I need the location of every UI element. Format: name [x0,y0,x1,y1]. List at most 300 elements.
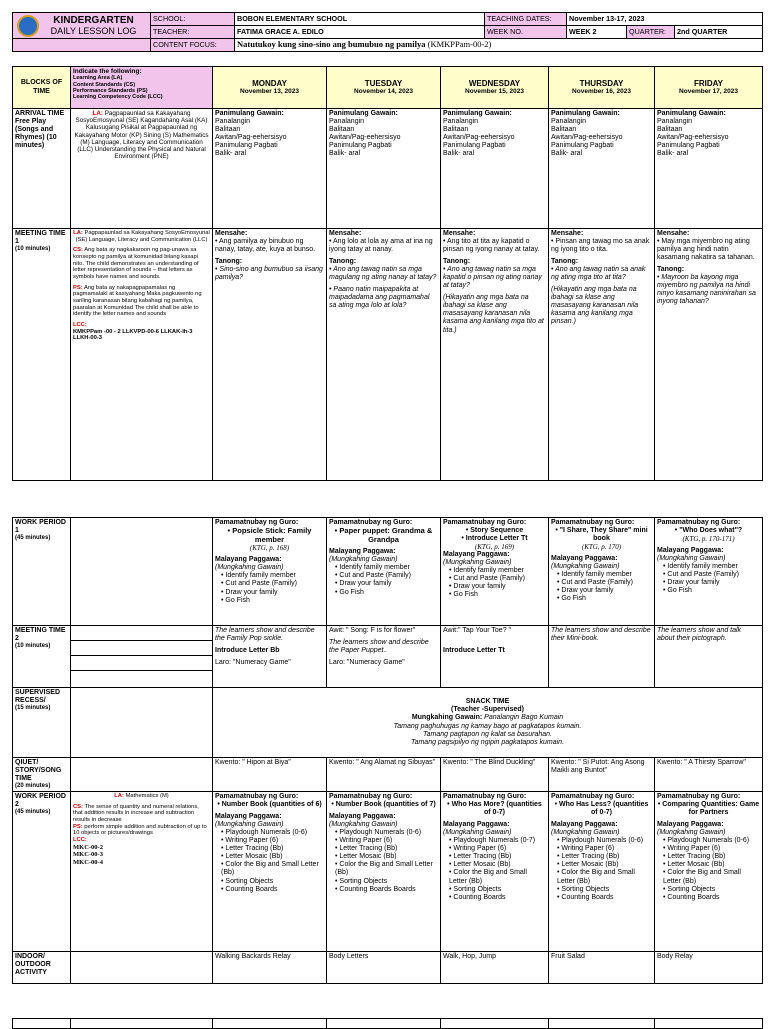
mungkahing-label: (Mungkahing Gawain) [329,821,398,829]
dates-value: November 13-17, 2023 [567,13,763,26]
thursday-activity: "I Share, They Share" mini book [559,527,648,543]
cs-key: CS: [73,803,83,810]
malayang-label: Malayang Paggawa: [443,821,510,829]
day-header-thursday [549,67,655,109]
arrival-items [551,118,652,158]
list-item: • Writing Paper (6) [557,845,615,853]
guide-label: Pamamatnubay ng Guro: [329,793,413,801]
list-item: • Writing Paper (6) [449,845,507,853]
arrival-title: Panimulang Gawain: [443,110,512,117]
work2-items [657,837,760,901]
monday-activity: Number Book (quantities of 6) [221,801,322,809]
friday-message: • May mga miyembro ng ating pamilya ang hindi natin kasamang nakatira sa tahanan. [657,238,760,262]
friday-ref: (KTG, p. 170-171) [682,535,735,544]
list-item: • Draw your family [335,580,392,588]
arrival-label: ARRIVAL TIME Free Play (Songs and Rhymes) (10 minutes) [13,109,71,229]
malayang-label: Malayang Paggawa: [657,821,724,829]
quiet-thursday: Kwento: " Si Putot: Ang Asong Maikli ang Buntot" [549,758,655,792]
work1-thursday: Pamamatnubay ng Guro: • "I Share, They Share" mini book (KTG, p. 170) Malayang Paggawa: (Mungkahing Gawain) • Identify family member • Cut and Paste (Family) • Draw your family • Go Fish [549,518,655,626]
list-item: • Letter Mosaic (Bb) [449,861,511,869]
teacher-label: TEACHER: [151,26,235,39]
work2-items [443,837,546,901]
list-item: Awitan/Pag-eehersisyo [329,134,401,142]
wednesday-song: Awit:" Tap Your Toe? " [443,627,512,634]
list-item: Panimulang Pagbati [215,142,278,150]
tuesday-message: • Ang lolo at lola ay ama at ina ng iyong tatay at nanay. [329,238,438,254]
day-header-friday [655,67,763,109]
guide-label: Pamamatnubay ng Guro: [329,519,413,526]
mungkahing-label: (Mungkahing Gawain) [329,556,398,564]
tuesday-question-1: • Ano ang tawag natin sa mga magulang ng ating nanay at tatay? [329,266,438,282]
meeting2-monday [213,626,327,688]
indicate-ps: Performance Standards (PS) [73,88,148,95]
arrival-title: Panimulang Gawain: [215,110,284,117]
arrival-thursday [549,109,655,229]
mungkahing-label: (Mungkahing Gawain) [551,829,620,837]
monday-letter: Introduce Letter Bb [215,647,280,655]
list-item: • Go Fish [663,587,692,595]
malayang-label: Malayang Paggawa: [551,821,618,829]
work1-standards [71,518,213,626]
tanong-label: Tanong: [551,258,579,266]
tuesday-activity: Paper puppet: Grandma & Grandpa [339,526,433,544]
list-item: • Go Fish [335,588,364,596]
focus-label: CONTENT FOCUS: [151,39,235,52]
meeting1-wednesday [441,229,549,481]
malayang-label: Malayang Paggawa: [329,548,396,556]
list-item: • Writing Paper (6) [335,837,393,845]
guide-label: Pamamatnubay ng Guro: [657,519,741,526]
mungkahing-label: Mungkahing Gawain: [411,714,483,722]
list-item: • Letter Tracing (Bb) [335,845,398,853]
malayang-label: Malayang Paggawa: [215,813,282,821]
recess-content [213,688,763,758]
day-date: November 13, 2023 [240,88,299,96]
day-date: November 15, 2023 [465,88,524,96]
arrival-items [443,118,546,158]
list-item: • Writing Paper (6) [663,845,721,853]
school-value: BOBON ELEMENTARY SCHOOL [235,13,485,26]
meeting1-cs-text: Ang bata ay nagkakaroon ng pag-unawa sa konsepto ng pamilya at komunidad bilang kasapi nito. The child demonstrates an understanding of letter representation of sounds – that letters as symbols have names and sounds. [73,247,199,280]
work2-friday: Pamamatnubay ng Guro: • Comparing Quantities: Game for Partners Malayang Paggawa: (Mungkahing Gawain) • Playdough Numerals (0-6) • Writing Paper (6) • Letter Tracing (Bb) • Letter Mosaic (Bb) • Color the Big and Small Letter (Bb) • Sorting Objects • Counting Boards [655,792,763,952]
lesson-table-2 [12,517,763,984]
list-item: Balitaan [551,126,577,134]
list-item: • Cut and Paste (Family) [449,575,525,583]
list-item: • Letter Tracing (Bb) [221,845,284,853]
list-item: Awitan/Pag-eehersisyo [551,134,623,142]
list-item: Panimulang Pagbati [329,142,392,150]
dll-title: DAILY LESSON LOG [50,26,137,36]
wednesday-activity-2: Introduce Letter Tt [465,535,528,543]
recess-standards [71,688,213,758]
meeting1-standards [71,229,213,481]
list-item: • Letter Mosaic (Bb) [663,861,725,869]
work2-tuesday: Pamamatnubay ng Guro: • Number Book (quantities of 7) Malayang Paggawa: (Mungkahing Gawain) • Playdough Numerals (0-6) • Writing Paper (6) • Letter Tracing (Bb) • Letter Mosaic (Bb) • Color the Big and Small Letter (Bb) • Sorting Objects • Counting Boards Boards [327,792,441,952]
list-item: Balik- aral [329,150,361,158]
list-item: • Color the Big and Small Letter (Bb) [449,869,527,885]
wednesday-question: • Ano ang tawag natin sa mga kapatid o pinsan ng ating nanay at tatay? [443,266,546,290]
indicate-la: Learning Area (LA) [73,75,123,82]
day-header-wednesday [441,67,549,109]
tanong-label: Tanong: [329,258,357,266]
list-item: • Playdough Numerals (0-6) [221,829,308,837]
list-item: • Sorting Objects [335,877,388,885]
malayang-label: Malayang Paggawa: [215,556,282,564]
meeting1-friday [655,229,763,481]
week-label: WEEK NO. [485,26,567,39]
wednesday-activity-1: Story Sequence [470,527,524,535]
work1-items [215,572,324,604]
tanong-label: Tanong: [443,258,471,266]
list-item: • Color the Big and Small Letter (Bb) [335,861,433,877]
mensahe-label: Mensahe: [443,230,476,237]
thursday-question: • Ano ang tawag natin sa anak ng ating mga tito at tita? [551,266,652,282]
outdoor-monday: Walking Backards Relay [213,952,327,984]
arrival-items [657,118,760,158]
list-item: • Draw your family [663,579,720,587]
list-item: • Letter Mosaic (Bb) [335,853,397,861]
tuesday-game: Laro: "Numeracy Game" [329,659,405,667]
meeting1-title: MEETING TIME 1 [15,230,66,246]
wednesday-ref: (KTG, p. 169) [474,543,515,552]
recess-minutes: (15 minutes) [15,705,51,712]
mungkahing-label: (Mungkahing Gawain) [443,829,512,837]
mungkahing-label: (Mungkahing Gawain) [551,563,620,571]
list-item: • Letter Tracing (Bb) [663,853,726,861]
meeting2-label [13,626,71,688]
lcc-code-2: MKC-00-3 [73,851,103,859]
arrival-tuesday [327,109,441,229]
wednesday-letter: Introduce Letter Tt [443,647,505,655]
list-item: • Color the Big and Small Letter (Bb) [557,869,635,885]
recess-line-4: Tamang paghuhugas ng kamay bago at pagkatapos kumain. [393,722,582,730]
outdoor-wednesday: Walk, Hop, Jump [441,952,549,984]
outdoor-thursday: Fruit Salad [549,952,655,984]
la-key: LA: [92,110,103,117]
meeting2-wednesday [441,626,549,688]
work2-cs-text: The sense of quantity and numeral relations, that addition results in increase and subtraction results in decrease [73,803,199,823]
meeting2-title: MEETING TIME 2 [15,627,66,643]
malayang-label: Malayang Paggawa: [551,555,618,563]
monday-show: The learners show and describe the Family Pop sickle. [215,627,315,643]
school-label: SCHOOL: [151,13,235,26]
work1-title: WORK PERIOD 1 [15,519,66,535]
quarter-value: 2nd QUARTER [675,26,763,39]
mensahe-label: Mensahe: [551,230,584,237]
work1-minutes: (45 minutes) [15,535,51,542]
list-item: • Draw your family [557,587,614,595]
focus-code: (KMKPPam-00-2) [425,39,492,50]
list-item: Panimulang Pagbati [551,142,614,150]
quarter-label: QUARTER: [627,26,675,39]
work2-label [13,792,71,952]
work2-title: WORK PERIOD 2 [15,793,66,809]
cs-key: CS: [73,247,83,254]
meeting1-monday [213,229,327,481]
list-item: • Counting Boards [221,885,278,893]
indicate-title: Indicate the following: [73,68,142,75]
list-item: Panimulang Pagbati [443,142,506,150]
arrival-friday [655,109,763,229]
header-spacer [13,39,151,52]
malayang-label: Malayang Paggawa: [329,813,396,821]
list-item: • Letter Tracing (Bb) [449,853,512,861]
list-item: • Identify family member [449,567,524,575]
quiet-standards [71,758,213,792]
quiet-monday: Kwento: " Hipon at Biya" [213,758,327,792]
list-item: Panalangin [551,118,587,126]
list-item: Panimulang Pagbati [657,142,720,150]
mungkahing-label: (Mungkahing Gawain) [443,559,512,567]
focus-value-cell [235,39,763,52]
meeting1-lcc-codes: KMKPPam -00 - 2 LLKVPD-00-6 LLKAK-Ih-3 LLKH-00-3 [73,328,193,342]
meeting1-label [13,229,71,481]
tanong-label: Tanong: [657,266,685,274]
list-item: • Playdough Numerals (0-7) [449,837,536,845]
list-item: Balitaan [443,126,469,134]
arrival-title: Panimulang Gawain: [551,110,620,117]
work1-items [329,564,438,596]
mungkahing-label: (Mungkahing Gawain) [657,829,726,837]
mungkahing-label: (Mungkahing Gawain) [215,564,284,572]
day-header-tuesday [327,67,441,109]
tuesday-show: The learners show and describe the Paper Puppet.. [329,639,429,655]
list-item: • Letter Tracing (Bb) [557,853,620,861]
work1-tuesday: Pamamatnubay ng Guro: • Paper puppet: Grandma & Grandpa Malayang Paggawa: (Mungkahing Gawain) • Identify family member • Cut and Paste (Family) • Draw your family • Go Fish [327,518,441,626]
day-header-monday [213,67,327,109]
kindergarten-title: KINDERGARTEN [53,14,134,26]
work2-minutes: (45 minutes) [15,809,51,816]
list-item: Balik- aral [215,150,247,158]
list-item: Panalangin [215,118,251,126]
arrival-wednesday [441,109,549,229]
meeting2-friday [655,626,763,688]
wednesday-note: (Hikayatin ang mga bata na ibahagi sa klase ang masasayang karanasan nila kasama ang kanilang mga tito at tita.) [443,294,544,334]
day-date: November 17, 2023 [679,88,738,96]
arrival-title: Panimulang Gawain: [329,110,398,117]
list-item: • Go Fish [449,591,478,599]
day-date: November 16, 2023 [572,88,631,96]
list-item: Balik- aral [657,150,689,158]
list-item: • Counting Boards [449,893,506,901]
mensahe-label: Mensahe: [329,230,362,237]
meeting2-standards [71,626,213,688]
list-item: Balitaan [215,126,241,134]
guide-label: Pamamatnubay ng Guro: [657,793,741,801]
outdoor-label: INDOOR/ OUTDOOR ACTIVITY [13,952,71,984]
list-item: • Playdough Numerals (0-6) [557,837,644,845]
outdoor-friday: Body Relay [655,952,763,984]
guide-label: Pamamatnubay ng Guro: [215,793,299,801]
panalangin: Panalangin Bago Kumain [482,714,564,722]
monday-message: • Ang pamilya ay binubuo ng nanay, tatay, ate, kuya at bunso. [215,238,324,254]
work1-monday: Pamamatnubay ng Guro: • Popsicle Stick: Family member (KTG, p. 168) Malayang Paggawa: (Mungkahing Gawain) • Identify family member • Cut and Paste (Family) • Draw your family • Go Fish [213,518,327,626]
list-item: • Color the Big and Small Letter (Bb) [221,861,319,877]
list-item: • Cut and Paste (Family) [557,579,633,587]
header-table [12,12,763,52]
mungkahing-label: (Mungkahing Gawain) [657,555,726,563]
monday-ref: (KTG, p. 168) [249,544,290,553]
lcc-key: LCC: [73,836,87,843]
list-item: • Identify family member [557,571,632,579]
list-item: • Cut and Paste (Family) [663,571,739,579]
lcc-key: LCC: [73,321,87,328]
thursday-show: The learners show and describe their Mini-book. [551,627,651,643]
work2-ps-text: perform simple addition and subtraction of up to 10 objects or pictures/drawings [73,823,207,837]
list-item: Balik- aral [443,150,475,158]
day-name: TUESDAY [364,79,403,89]
lcc-code-1: MKC-00-2 [73,843,103,851]
list-item: Panalangin [657,118,693,126]
list-item: Awitan/Pag-eehersisyo [657,134,729,142]
week-value: WEEK 2 [567,26,627,39]
quiet-title: QIUET/ STORY/SONG TIME [15,759,62,783]
work1-friday: Pamamatnubay ng Guro: • "Who Does what"? (KTG, p. 170-171) Malayang Paggawa: (Mungkahing Gawain) • Identify family member • Cut and Paste (Family) • Draw your family • Go Fish [655,518,763,626]
list-item: • Go Fish [221,596,250,604]
list-item: Panalangin [443,118,479,126]
deped-seal-icon [17,15,39,37]
wednesday-activity: Who Has More? (quantities of 0-7) [451,801,542,817]
work2-la-text: Mathematics (M) [125,793,169,800]
thursday-activity: Who Has Less? (quantities of 0-7) [558,801,649,817]
tuesday-activity: Number Book (quantities of 7) [335,801,436,809]
recess-line-5: Tamang pagtapon ng kalat sa basurahan. [423,730,552,738]
arrival-items [329,118,438,158]
day-name: FRIDAY [693,79,724,89]
work1-items [551,571,652,603]
quiet-label [13,758,71,792]
meeting2-tuesday [327,626,441,688]
mungkahing-label: (Mungkahing Gawain) [215,821,284,829]
day-name: WEDNESDAY [468,79,521,89]
work2-thursday: Pamamatnubay ng Guro: • Who Has Less? (quantities of 0-7) Malayang Paggawa: (Mungkahing Gawain) • Playdough Numerals (0-6) • Writing Paper (6) • Letter Tracing (Bb) • Letter Mosaic (Bb) • Color the Big and Small Letter (Bb) • Sorting Objects • Counting Boards [549,792,655,952]
work2-items [215,829,324,893]
monday-game: Laro: "Numeracy Game" [215,659,291,667]
list-item: • Sorting Objects [557,885,610,893]
meeting1-tuesday [327,229,441,481]
mensahe-label: Mensahe: [215,230,248,237]
teacher-value: FATIMA GRACE A. EDILO [235,26,485,39]
meeting2-minutes: (10 minutes) [15,643,51,650]
meeting1-la-text: Pagpapaunlad sa Kakayahang SosyoEmosyunal (SE) Language, Literacy and Communication (LLC) [75,230,210,243]
list-item: • Counting Boards [557,893,614,901]
lesson-table-1 [12,66,763,481]
snack-time: SNACK TIME [465,698,510,706]
work2-items [551,837,652,901]
quiet-friday: Kwento: " A Thirsty Sparrow" [655,758,763,792]
list-item: • Go Fish [557,595,586,603]
arrival-title: Panimulang Gawain: [657,110,726,117]
lcc-code-3: MKC-00-4 [73,858,103,866]
list-item: • Playdough Numerals (0-6) [663,837,750,845]
list-item: • Sorting Objects [221,877,274,885]
friday-activity: "Who Does what"? [679,527,743,535]
meeting1-minutes: (10 minutes) [15,246,51,253]
list-item: Awitan/Pag-eehersisyo [215,134,287,142]
tuesday-song: Awit: " Song: F is for flower" [329,627,416,634]
work1-items [657,563,760,595]
arrival-monday [213,109,327,229]
guide-label: Pamamatnubay ng Guro: [443,793,527,801]
arrival-items [215,118,324,158]
teacher-supervised: (Teacher -Supervised) [450,706,524,714]
list-item: • Identify family member [663,563,738,571]
list-item: Panalangin [329,118,365,126]
tanong-label: Tanong: [215,258,243,266]
list-item: Balik- aral [551,150,583,158]
indicate-cs: Content Standards (CS) [73,81,136,88]
recess-label [13,688,71,758]
list-item: Balitaan [329,126,355,134]
work2-wednesday: Pamamatnubay ng Guro: • Who Has More? (quantities of 0-7) Malayang Paggawa: (Mungkahing Gawain) • Playdough Numerals (0-7) • Writing Paper (6) • Letter Tracing (Bb) • Letter Mosaic (Bb) • Color the Big and Small Letter (Bb) • Sorting Objects • Counting Boards [441,792,549,952]
ps-key: PS: [73,823,83,830]
list-item: • Cut and Paste (Family) [335,572,411,580]
friday-question: • Mayroon ba kayong mga miyembro ng pamilya na hindi ninyo kasamang naninirahan sa inyong tahanan? [657,274,760,306]
day-name: MONDAY [252,79,287,89]
list-item: • Draw your family [221,588,278,596]
list-item: • Counting Boards Boards [335,885,416,893]
guide-label: Pamamatnubay ng Guro: [551,793,635,801]
quiet-wednesday: Kwento: " The Blind Duckling" [441,758,549,792]
list-item: • Cut and Paste (Family) [221,580,297,588]
header-title-cell [13,13,151,39]
list-item: • Sorting Objects [449,885,502,893]
list-item: • Identify family member [335,564,410,572]
work1-label [13,518,71,626]
focus-value: Natutukoy kung sino-sino ang bumubuo ng pamilya [237,39,426,50]
list-item: • Letter Mosaic (Bb) [221,853,283,861]
list-item: • Counting Boards [663,893,720,901]
outdoor-tuesday: Body Letters [327,952,441,984]
list-item: • Identify family member [221,572,296,580]
malayang-label: Malayang Paggawa: [443,551,510,559]
meeting2-thursday [549,626,655,688]
day-date: November 14, 2023 [354,88,413,96]
list-item: Awitan/Pag-eehersisyo [443,134,515,142]
arrival-la-text: Pagpapaunlad sa Kakayahang SosyoEmosyunal (SE) Kagandahang Asal (KA) Kalusugang Pisikal at Pagpapaunlad ng Kakayahang Motor (KP) Sining (S) Mathematics (M) Language, Literacy and Communication (LLC) Understanding the Physical and Natural Environment (PNE) [74,110,209,161]
monday-question: • Sino-sino ang bumubuo sa iisang pamilya? [215,266,324,282]
mensahe-label: Mensahe: [657,230,690,237]
outdoor-standards [71,952,213,984]
day-name: THURSDAY [579,79,624,89]
la-key: LA: [73,230,83,236]
la-key: LA: [114,793,124,800]
list-item: Balitaan [657,126,683,134]
malayang-label: Malayang Paggawa: [657,547,724,555]
guide-label: Pamamatnubay ng Guro: [215,519,299,526]
list-item: • Letter Mosaic (Bb) [557,861,619,869]
work2-standards [71,792,213,952]
wednesday-message: • Ang tito at tita ay kapatid o pinsan ng iyong nanay at tatay. [443,238,546,254]
work2-items [329,829,438,893]
ps-key: PS: [73,284,83,291]
monday-activity: Popsicle Stick: Family member [232,526,312,544]
recess-line-6: Tamang pagsipilyo ng ngipin pagkatapos kumain. [410,738,565,746]
dates-label: TEACHING DATES: [485,13,567,26]
guide-label: Pamamatnubay ng Guro: [443,519,527,526]
guide-label: Pamamatnubay ng Guro: [551,519,635,526]
blocks-of-time-header: BLOCKS OF TIME [13,67,71,109]
indicate-lcc: Learning Competency Code (LCC) [73,94,163,101]
thursday-message: • Pinsan ang tawag mo sa anak ng iyong tito o tita. [551,238,652,254]
indicate-header [71,67,213,109]
meeting1-ps-text: Ang bata ay nakapagpapamalas ng pagmamalaki at kasiyahang Maka pagkuwento ng sariling karanasan bilang kabahagi ng pamilya, paaralan at Komunidad The child shall be able to identify the letter names and sounds [73,284,202,318]
list-item: • Writing Paper (6) [221,837,279,845]
tuesday-question-2: • Paano natin maipapakita at maipadadama ang pagmamahal sa ating mga lolo at lola? [329,286,438,310]
arrival-standards [71,109,213,229]
work1-items [443,567,546,599]
list-item: • Playdough Numerals (0-6) [335,829,422,837]
